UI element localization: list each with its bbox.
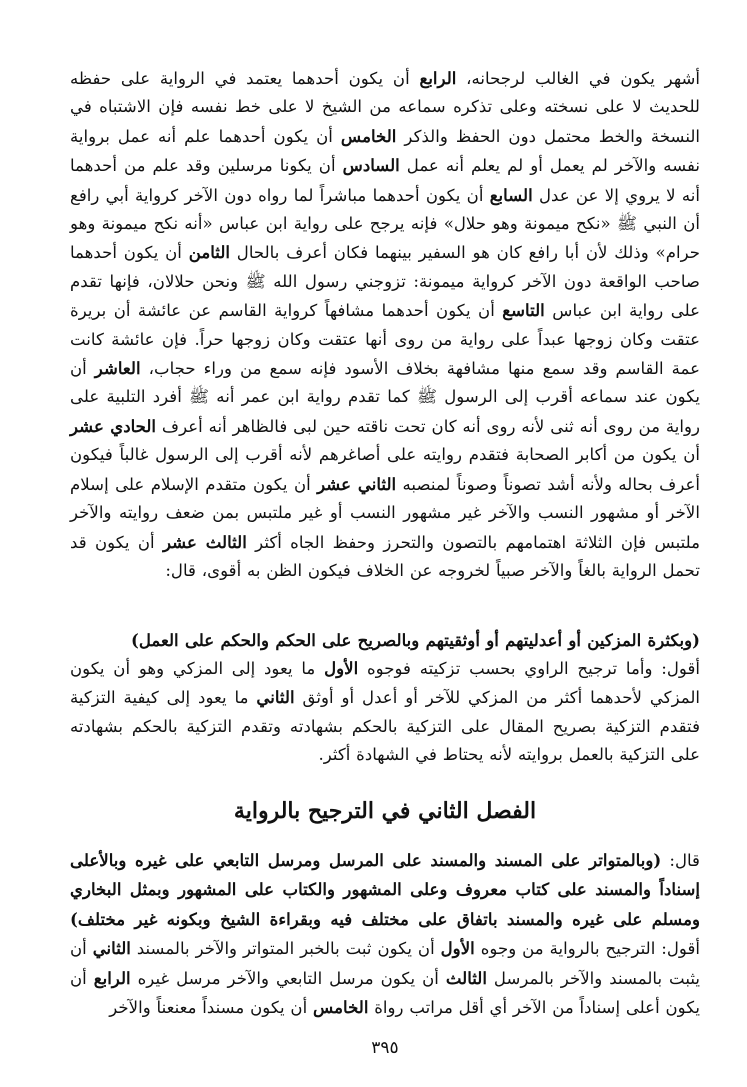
page-number: ٣٩٥ bbox=[371, 1038, 399, 1058]
body-paragraph-2: أقول: وأما ترجيح الراوي بحسب تزكيته فوجوه الأول ما يعود إلى المزكي وهو أن يكون المزكي لأحدهما أكثر من المزكي للآخر أو أعدل أو أوثق الثاني ما يعود إلى كيفية التزكية فتقدم التزكية بصريح المقال على التزكية بالحكم بشهادته وتقدم التزكية بالحكم بشهادته على التزكية بالعمل بروايته لأنه يحتاط في الشهادة أكثر. bbox=[70, 658, 700, 765]
body-paragraph-3: قال: (وبالمتواتر على المسند والمسند على المرسل ومرسل التابعي على غيره وبالأعلى إسناداً والمسند على كتاب معروف وعلى المشهور والكتاب على المشهور وبمثل البخاري ومسلم على غيره والمسند باتفاق على مختلف فيه وبقراءة الشيخ وبكونه غير مختلف) أقول: الترجيح بالرواية من وجوه الأول أن يكون ثبت بالخبر المتواتر والآخر بالمسند الثاني أن يثبت بالمسند والآخر بالمرسل الثالث أن يكون مرسل التابعي والآخر مرسل غيره الرابع أن يكون أعلى إسناداً من الآخر أي أقل مراتب رواة الخامس أن يكون مسنداً معنعناً والآخر bbox=[70, 850, 700, 1018]
body-paragraph-1: أشهر يكون في الغالب لرجحانه، الرابع أن يكون أحدهما يعتمد في الرواية على حفظه للحديث لا على نسخته وعلى تذكره سماعه من الشيخ لا على خط نفسه فإن الاشتباه في النسخة والخط محتمل دون الحفظ والذكر الخامس أن يكون أحدهما علم أنه عمل برواية نفسه والآخر لم يعمل أو لم يعلم أنه عمل السادس أن يكونا مرسلين وقد علم من أحدهما أنه لا يروي إلا عن عدل السابع أن يكون أحدهما مباشراً لما رواه دون الآخر كرواية أبي رافع أن النبي ﷺ «نكح ميمونة وهو حلال» فإنه يرجح على رواية ابن عباس «أنه نكح ميمونة وهو حرام» وذلك لأن أبا رافع كان هو السفير بينهما فكان أعرف بالحال الثامن أن يكون أحدهما صاحب الواقعة دون الآخر كرواية ميمونة: تزوجني رسول الله ﷺ ونحن حلالان، فإنها تقدم على رواية ابن عباس التاسع أن يكون أحدهما مشافهاً كرواية القاسم عن عائشة أن بريرة عتقت وكان زوجها عبداً على رواية من روى أنها عتقت وكان زوجها حراً. فإن عائشة كانت عمة القاسم وقد سمع منها مشافهة بخلاف الأسود فإنه سمع من وراء حجاب، العاشر أن يكون عند سماعه أقرب إلى الرسول ﷺ كما تقدم رواية ابن عمر أنه ﷺ أفرد التلبية على رواية من روى أنه ثنى لأنه روى أنه كان تحت ناقته حين لبى فالظاهر أنه أعرف الحادي عشر أن يكون من أكابر الصحابة فتقدم روايته على أصاغرهم لأنه أقرب إلى الرسول غالباً فيكون أعرف بحاله ولأنه أشد تصوناً وصوناً لمنصبه الثاني عشر أن يكون متقدم الإسلام على إسلام الآخر أو مشهور النسب والآخر غير مشهور النسب أو غير ملتبس بمن ضعف روايته والآخر ملتبس فإن الثلاثة اهتمامهم بالتصون والتحرز وحفظ الجاه أكثر الثالث عشر أن يكون قد تحمل الرواية بالغاً والآخر صبياً لخروجه عن الخلاف فيكون الظن به أقوى، قال: bbox=[70, 68, 701, 580]
document-page bbox=[70, 0, 700, 1087]
section-heading: الفصل الثاني في الترجيح بالرواية bbox=[233, 798, 537, 824]
quoted-matn-1: (وبكثرة المزكين أو أعدليتهم أو أوثقيتهم وبالصريح على الحكم والحكم على العمل) bbox=[130, 630, 700, 650]
